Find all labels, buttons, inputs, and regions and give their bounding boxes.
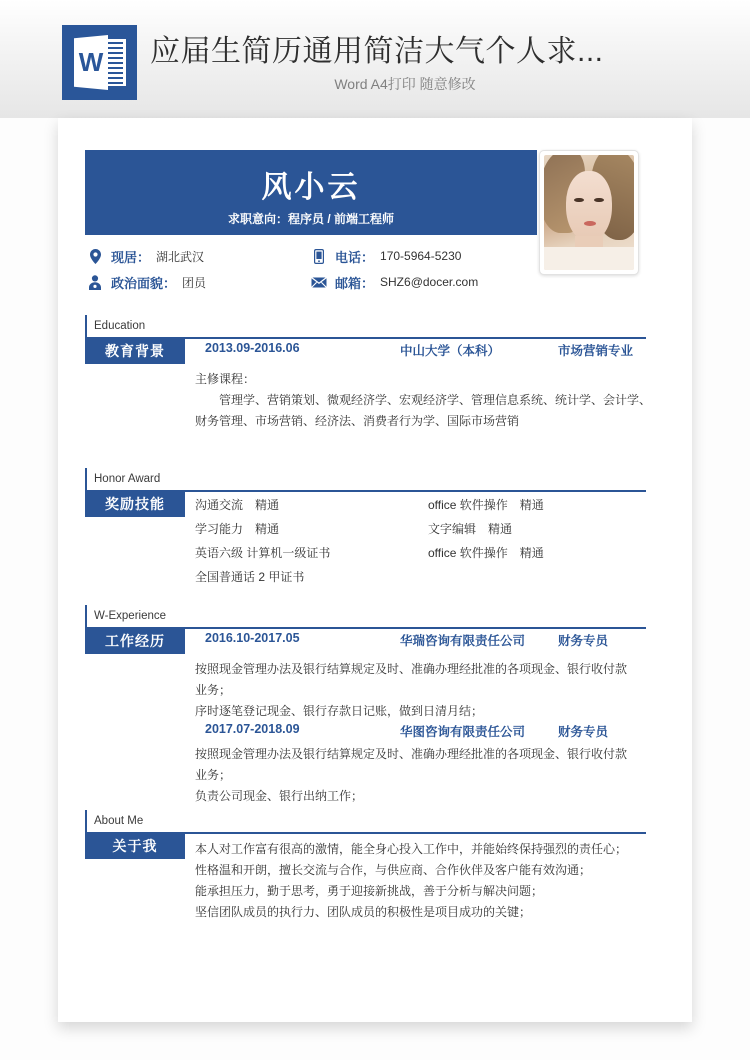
work-date-2: 2017.07-2018.09 (205, 722, 300, 736)
section-honor-tag: 奖励技能 (85, 492, 185, 517)
education-line: 管理学、营销策划、微观经济学、宏观经济学、管理信息系统、统计学、会计学、 (219, 393, 652, 407)
word-letter: W (78, 47, 104, 77)
contact-row-2 (85, 269, 537, 295)
skill-left: 英语六级 计算机一级证书 (195, 546, 331, 560)
person-icon (85, 273, 105, 291)
contact-phone (309, 243, 461, 269)
political-status-label: 政治面貌： (111, 275, 177, 291)
contact-residence (85, 243, 204, 269)
work-date-1: 2016.10-2017.05 (205, 631, 300, 645)
section-work-en-title: W-Experience (85, 605, 665, 627)
section-about-tag-row (85, 834, 665, 859)
section-education-tag-row (85, 339, 665, 364)
location-pin-icon (85, 247, 105, 265)
resume-header-band (85, 150, 537, 235)
skill-left: 沟通交流 精通 (195, 498, 280, 512)
skill-right: office 软件操作 精通 (428, 546, 544, 560)
about-line: 本人对工作富有很高的激情，能全身心投入工作中，并能始终保持强烈的责任心； (195, 842, 628, 856)
about-line: 坚信团队成员的执行力、团队成员的积极性是项目成功的关键； (195, 905, 532, 919)
work-heading-1 (195, 631, 650, 652)
skill-row (195, 520, 665, 544)
work-body-1 (85, 654, 665, 807)
work-role-1: 财务专员 (558, 634, 609, 648)
section-education (85, 315, 665, 432)
contact-political-status (85, 269, 206, 295)
work-line: 业务； (195, 683, 232, 697)
candidate-photo (544, 155, 634, 270)
education-body (85, 364, 665, 432)
section-education-tag: 教育背景 (85, 339, 185, 364)
section-about-en-title: About Me (85, 810, 665, 832)
envelope-icon (309, 273, 329, 291)
work-company-1: 华瑞咨询有限责任公司 (400, 634, 526, 648)
skill-row (195, 568, 665, 592)
work-line: 按照现金管理办法及银行结算规定及时、准确办理经批准的各项现金、银行收付款 (195, 747, 628, 761)
section-education-en-title: Education (85, 315, 665, 337)
political-status-value: 团员 (182, 275, 207, 290)
education-school: 中山大学（本科） (400, 344, 501, 358)
education-heading (195, 341, 650, 362)
residence-value: 湖北武汉 (156, 249, 205, 264)
work-company-2: 华图咨询有限责任公司 (400, 725, 526, 739)
contact-row-1 (85, 243, 537, 269)
resume-page (58, 118, 692, 1022)
skill-right: 文字编辑 精通 (428, 522, 513, 536)
work-role-2: 财务专员 (558, 725, 609, 739)
skill-row (195, 496, 665, 520)
education-major: 市场营销专业 (558, 344, 634, 358)
section-about-tag: 关于我 (85, 834, 185, 859)
work-heading-2 (195, 722, 665, 744)
photo-lips (584, 221, 597, 226)
word-icon (62, 25, 137, 100)
about-line: 能承担压力，勤于思考，勇于迎接新挑战，善于分析与解决问题； (195, 884, 544, 898)
about-line: 性格温和开朗，擅长交流与合作，与供应商、合作伙伴及客户能有效沟通； (195, 863, 592, 877)
preview-title: 应届生简历通用简洁大气个人求... (150, 35, 604, 68)
education-line: 主修课程： (195, 372, 256, 386)
education-date: 2013.09-2016.06 (205, 341, 300, 355)
phone-value: 170-5964-5230 (380, 249, 462, 263)
section-work-experience (85, 605, 665, 807)
section-honor-en-title: Honor Award (85, 468, 665, 490)
section-about-me (85, 810, 665, 923)
phone-icon (309, 247, 329, 265)
work-line: 业务； (195, 768, 232, 782)
candidate-photo-frame (539, 150, 639, 275)
photo-eye-left (574, 198, 584, 203)
skill-left: 全国普通话 2 甲证书 (195, 570, 305, 584)
section-work-tag-row (85, 629, 665, 654)
education-line: 财务管理、市场营销、经济法、消费者行为学、国际市场营销 (195, 414, 520, 428)
skill-left: 学习能力 精通 (195, 522, 280, 536)
section-honor-award (85, 468, 665, 592)
candidate-name: 风小云 (261, 171, 361, 204)
work-line: 负责公司现金、银行出纳工作； (195, 789, 364, 803)
contact-block (85, 243, 537, 295)
email-label: 邮箱： (335, 275, 375, 291)
contact-email (309, 269, 478, 295)
residence-label: 现居： (111, 249, 151, 265)
section-work-tag: 工作经历 (85, 629, 185, 654)
job-objective: 求职意向：程序员 / 前端工程师 (227, 212, 394, 226)
preview-header-bar (0, 0, 750, 118)
phone-label: 电话： (335, 249, 375, 265)
work-line: 按照现金管理办法及银行结算规定及时、准确办理经批准的各项现金、银行收付款 (195, 662, 628, 676)
preview-subtitle: Word A4打印 随意修改 (334, 76, 476, 92)
skill-row (195, 544, 665, 568)
email-value: SHZ6@docer.com (380, 275, 479, 289)
work-line: 序时逐笔登记现金、银行存款日记账，做到日清月结； (195, 704, 484, 718)
skill-right: office 软件操作 精通 (428, 498, 544, 512)
photo-shirt (544, 247, 634, 270)
